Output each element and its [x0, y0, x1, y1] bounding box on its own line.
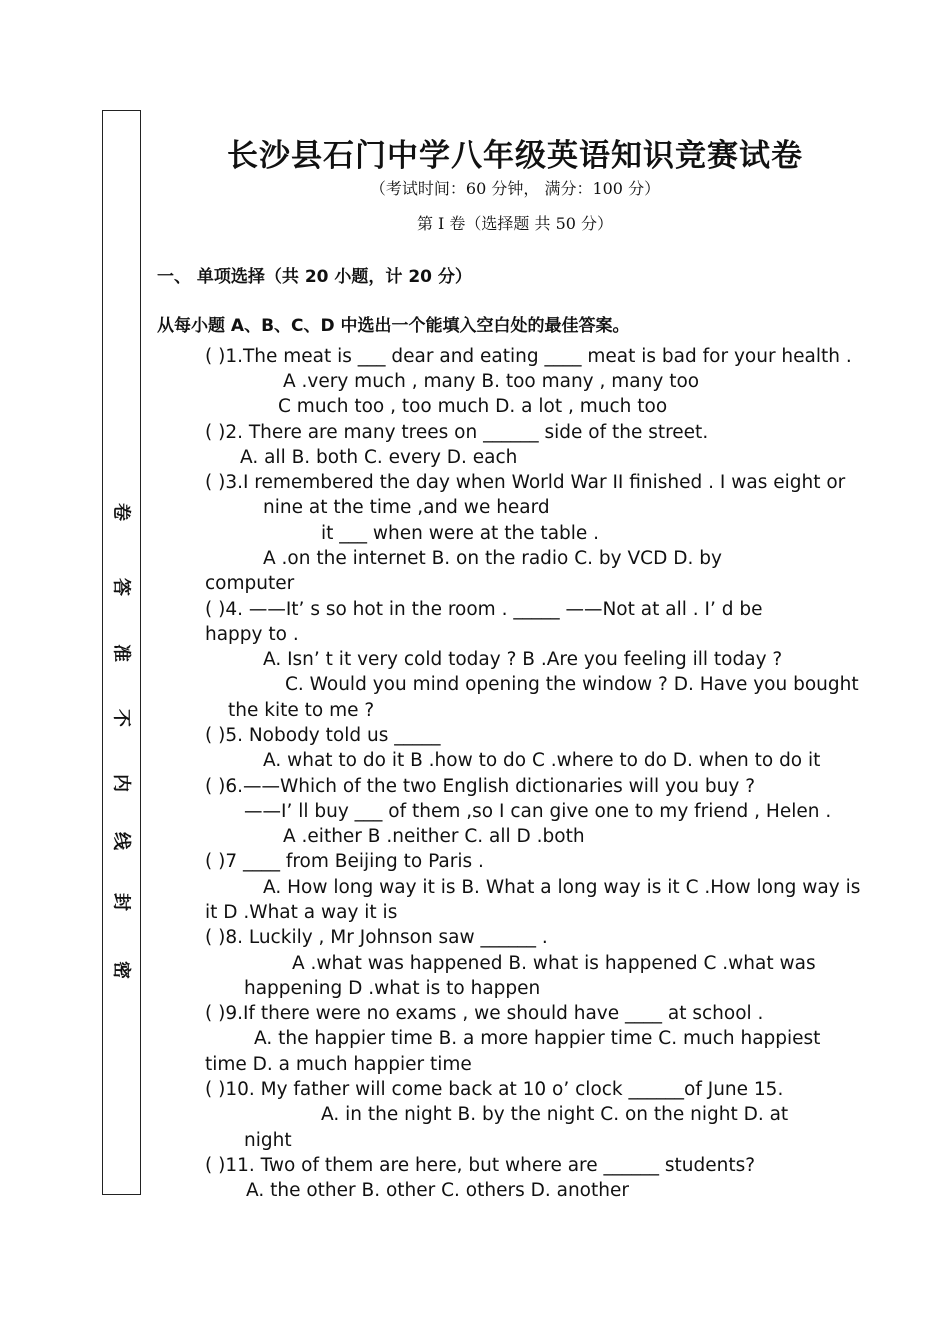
question-line: ( )4. ——It’ s so hot in the room . _____ ——Not at all . I’ d be [205, 599, 763, 620]
part-label: 第 I 卷（选择题 共 50 分） [416, 214, 614, 233]
seal-char: 答 [110, 578, 132, 596]
seal-line-box [102, 110, 141, 1195]
option-line: A. the happier time B. a more happier time C. much happiest [254, 1028, 821, 1049]
instruction: 从每小题 A、B、C、D 中选出一个能填入空白处的最佳答案。 [157, 316, 630, 336]
option-line: A .on the internet B. on the radio C. by VCD D. by [263, 548, 722, 569]
question-line: nine at the time ,and we heard [263, 497, 550, 518]
option-line: computer [205, 573, 295, 594]
question-line: ( )10. My father will come back at 10 o’ clock ______of June 15. [205, 1079, 784, 1100]
option-line: A .what was happened B. what is happened C .what was [292, 953, 816, 974]
seal-char: 密 [110, 961, 132, 979]
option-line: C. Would you mind opening the window ? D. Have you bought [285, 674, 859, 695]
option-line: C much too , too much D. a lot , much too [278, 396, 668, 417]
question-line: ( )8. Luckily , Mr Johnson saw ______ . [205, 927, 548, 948]
question-line: ( )1.The meat is ___ dear and eating ____ meat is bad for your health . [205, 346, 852, 367]
option-line: happening D .what is to happen [244, 978, 541, 999]
exam-title: 长沙县石门中学八年级英语知识竞赛试卷 [227, 138, 803, 174]
question-line: ( )6.——Which of the two English dictionaries will you buy ? [205, 776, 756, 797]
question-line: ( )3.I remembered the day when World War II finished . I was eight or [205, 472, 846, 493]
option-line: it D .What a way it is [205, 902, 398, 923]
option-line: night [244, 1130, 292, 1151]
seal-char: 线 [110, 832, 132, 850]
option-line: the kite to me ? [228, 700, 375, 721]
exam-subtitle: （考试时间：60 分钟， 满分：100 分） [369, 179, 661, 198]
option-line: A .very much , many B. too many , many too [283, 371, 700, 392]
seal-char: 准 [110, 644, 132, 662]
option-line: time D. a much happier time [205, 1054, 472, 1075]
option-line: A. in the night B. by the night C. on the night D. at [321, 1104, 789, 1125]
question-line: happy to . [205, 624, 299, 645]
seal-char: 不 [110, 709, 132, 727]
question-line: ——I’ ll buy ___ of them ,so I can give one to my friend , Helen . [244, 801, 832, 822]
option-line: A. the other B. other C. others D. another [246, 1180, 629, 1201]
seal-char: 封 [110, 893, 132, 911]
option-line: A. How long way it is B. What a long way is it C .How long way is [263, 877, 861, 898]
question-line: it ___ when were at the table . [321, 523, 600, 544]
question-line: ( )7 ____ from Beijing to Paris . [205, 851, 484, 872]
section-heading: 一、 单项选择（共 20 小题，计 20 分） [157, 267, 472, 287]
option-line: A. Isn’ t it very cold today ? B .Are you feeling ill today ? [263, 649, 783, 670]
question-line: ( )2. There are many trees on ______ side of the street. [205, 422, 709, 443]
option-line: A. what to do it B .how to do C .where to do D. when to do it [263, 750, 821, 771]
question-line: ( )5. Nobody told us _____ [205, 725, 441, 746]
option-line: A. all B. both C. every D. each [240, 447, 518, 468]
seal-char: 卷 [110, 503, 132, 521]
question-line: ( )11. Two of them are here, but where are ______ students? [205, 1155, 756, 1176]
seal-char: 内 [110, 774, 132, 792]
option-line: A .either B .neither C. all D .both [283, 826, 585, 847]
question-line: ( )9.If there were no exams , we should have ____ at school . [205, 1003, 764, 1024]
